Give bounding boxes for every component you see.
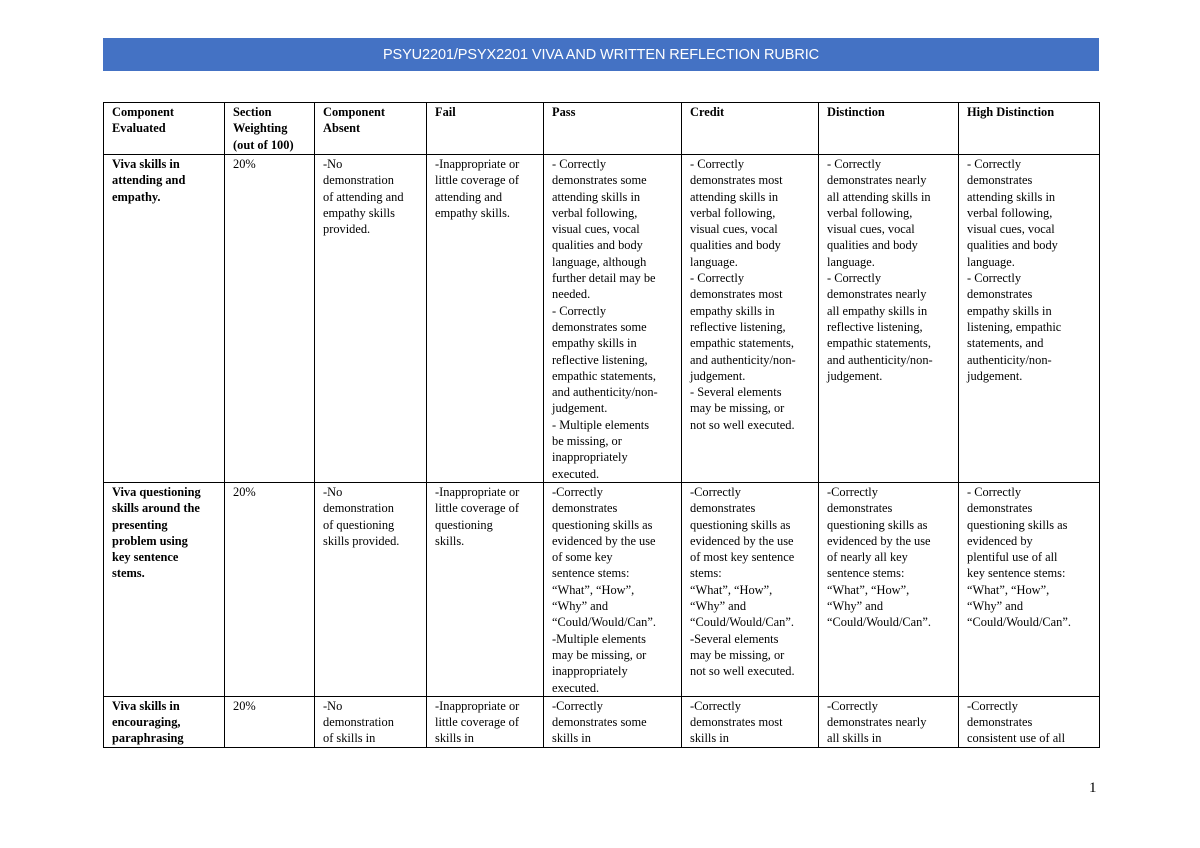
cell-weighting: 20% <box>225 696 315 747</box>
cell-pass: -Correctly demonstrates some skills in <box>544 696 682 747</box>
cell-distinction: -Correctly demonstrates nearly all skills in <box>819 696 959 747</box>
header-high-distinction: High Distinction <box>959 103 1100 155</box>
rubric-table <box>103 102 1100 748</box>
cell-distinction: -Correctly demonstrates questioning skills as evidenced by the use of nearly all key sentence stems: “What”, “How”, “Why” and “Could/Would/Can”. <box>819 482 959 696</box>
header-pass: Pass <box>544 103 682 155</box>
cell-weighting: 20% <box>225 155 315 483</box>
cell-credit: -Correctly demonstrates most skills in <box>682 696 819 747</box>
cell-component: Viva questioning skills around the presenting problem using key sentence stems. <box>104 482 225 696</box>
cell-high-distinction: - Correctly demonstrates attending skills in verbal following, visual cues, vocal qualities and body language. - Correctly demonstrates empathy skills in listening, empathic statements, and authenticity/non- judgement. <box>959 155 1100 483</box>
table-row <box>104 482 1100 696</box>
cell-high-distinction: -Correctly demonstrates consistent use of all <box>959 696 1100 747</box>
header-component-evaluated: Component Evaluated <box>104 103 225 155</box>
header-section-weighting: Section Weighting (out of 100) <box>225 103 315 155</box>
cell-component-absent: -No demonstration of questioning skills provided. <box>315 482 427 696</box>
table-row <box>104 696 1100 747</box>
rubric-title-banner <box>103 38 1099 71</box>
cell-component-absent: -No demonstration of attending and empathy skills provided. <box>315 155 427 483</box>
cell-credit: -Correctly demonstrates questioning skills as evidenced by the use of most key sentence stems: “What”, “How”, “Why” and “Could/Would/Can”. -Several elements may be missing, or not so well executed. <box>682 482 819 696</box>
cell-distinction: - Correctly demonstrates nearly all attending skills in verbal following, visual cues, vocal qualities and body language. - Correctly demonstrates nearly all empathy skills in reflective listening, empathic statements, and authenticity/non- judgement. <box>819 155 959 483</box>
cell-fail: -Inappropriate or little coverage of skills in <box>427 696 544 747</box>
cell-weighting: 20% <box>225 482 315 696</box>
cell-fail: -Inappropriate or little coverage of attending and empathy skills. <box>427 155 544 483</box>
cell-credit: - Correctly demonstrates most attending skills in verbal following, visual cues, vocal qualities and body language. - Correctly demonstrates most empathy skills in reflective listening, empathic statements, and authenticity/non- judgement. - Several elements may be missing, or not so well executed. <box>682 155 819 483</box>
rubric-title: PSYU2201/PSYX2201 VIVA AND WRITTEN REFLECTION RUBRIC <box>382 46 820 63</box>
cell-component: Viva skills in attending and empathy. <box>104 155 225 483</box>
header-credit: Credit <box>682 103 819 155</box>
table-row <box>104 155 1100 483</box>
cell-high-distinction: - Correctly demonstrates questioning skills as evidenced by plentiful use of all key sentence stems: “What”, “How”, “Why” and “Could/Would/Can”. <box>959 482 1100 696</box>
cell-pass: -Correctly demonstrates questioning skills as evidenced by the use of some key sentence stems: “What”, “How”, “Why” and “Could/Would/Can”. -Multiple elements may be missing, or inappropriately executed. <box>544 482 682 696</box>
cell-pass: - Correctly demonstrates some attending skills in verbal following, visual cues, vocal qualities and body language, although further detail may be needed. - Correctly demonstrates some empathy skills in reflective listening, empathic statements, and authenticity/non- judgement. - Multiple elements be missing, or inappropriately executed. <box>544 155 682 483</box>
cell-fail: -Inappropriate or little coverage of questioning skills. <box>427 482 544 696</box>
header-fail: Fail <box>427 103 544 155</box>
page-number: 1 <box>1089 780 1097 796</box>
header-row <box>104 103 1100 155</box>
cell-component-absent: -No demonstration of skills in <box>315 696 427 747</box>
header-component-absent: Component Absent <box>315 103 427 155</box>
header-distinction: Distinction <box>819 103 959 155</box>
cell-component: Viva skills in encouraging, paraphrasing <box>104 696 225 747</box>
